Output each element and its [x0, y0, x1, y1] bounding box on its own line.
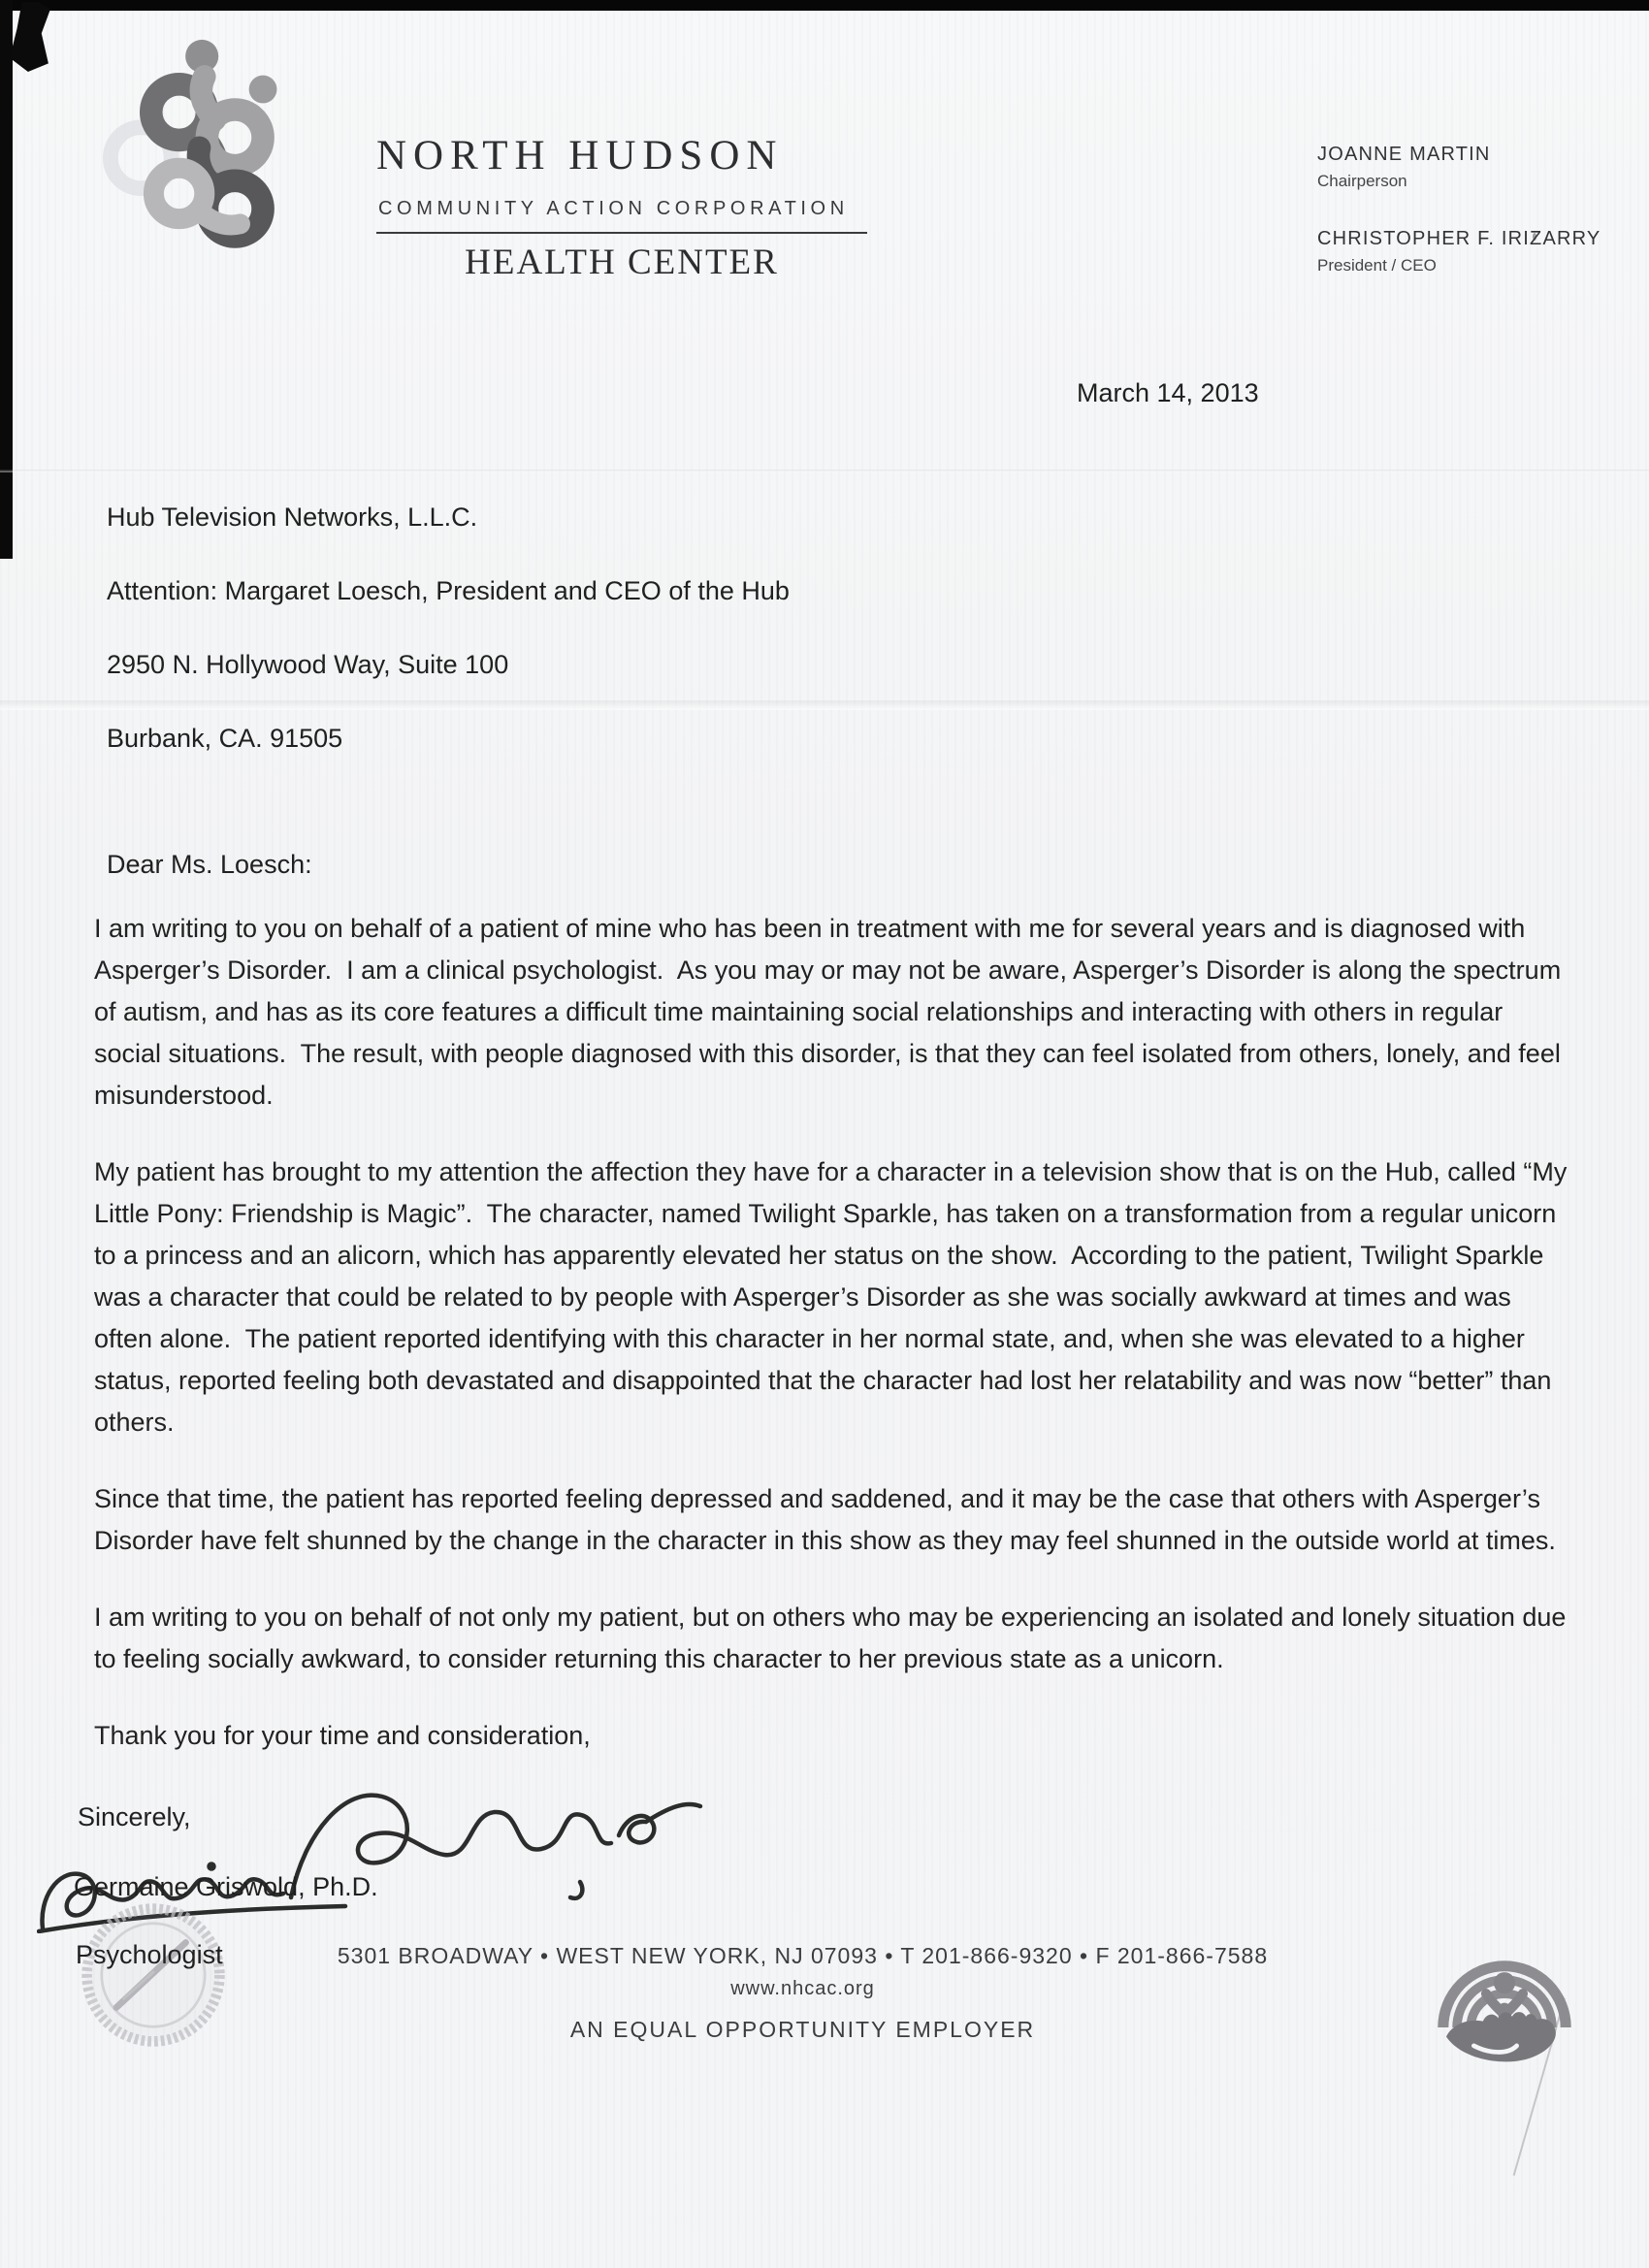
recipient-street: 2950 N. Hollywood Way, Suite 100 [107, 650, 509, 679]
scan-edge-left [0, 0, 13, 559]
recipient-city: Burbank, CA. 91505 [107, 724, 343, 753]
footer-contact-line: 5301 BROADWAY • WEST NEW YORK, NJ 07093 • T 201-866-9320 • F 201-866-7588 [337, 1943, 1269, 1968]
scan-crease [0, 470, 1649, 472]
date-line: March 14, 2013 [1077, 378, 1259, 407]
thanks-line: Thank you for your time and consideration, [94, 1721, 591, 1750]
org-division: HEALTH CENTER [465, 243, 779, 282]
signer-title: Psychologist [76, 1940, 223, 1969]
united-way-logo [1428, 1932, 1581, 2086]
officer-title: President / CEO [1317, 256, 1437, 275]
footer-website: www.nhcac.org [730, 1978, 875, 1999]
valediction: Sincerely, [78, 1802, 191, 1831]
signer-name: Germaine Griswold, Ph.D. [74, 1872, 378, 1901]
recipient-company: Hub Television Networks, L.L.C. [107, 502, 478, 532]
footer-eoe-line: AN EQUAL OPPORTUNITY EMPLOYER [569, 2017, 1036, 2042]
letterhead-rule [376, 232, 867, 234]
paragraph-1: I am writing to you on behalf of a patient of mine who has been in treatment with me for several years and is diagnosed with Asperger’s Disorder. I am a clinical psychologist. As you may or may not be aware, Asperger’s Disorder is along the spectrum of autism, and has as its core features a difficult time maintaining social relationships and interacting with others in regular social situations. The result, with people diagnosed with this disorder, is that they can feel isolated from others, lonely, and feel misunderstood. [94, 914, 1568, 1110]
national-quality-approval-seal [78, 1901, 229, 2049]
salutation: Dear Ms. Loesch: [107, 850, 312, 879]
officer-name: JOANNE MARTIN [1317, 144, 1491, 165]
scan-edge-top [0, 0, 1649, 11]
paragraph-3: Since that time, the patient has reported feeling depressed and saddened, and it may be the case that others with Asperger’s Disorder have felt shunned by the change in the character in this show as they may feel shunned in the outside world at times. [94, 1484, 1556, 1555]
letter-body [94, 908, 1573, 1792]
officer [1317, 228, 1600, 275]
recipient-block [107, 502, 790, 797]
officer [1317, 144, 1600, 191]
org-name: NORTH HUDSON [376, 133, 784, 178]
scan-corner-mark [10, 2, 50, 72]
people-swirl-logo [103, 33, 357, 293]
footer-block [281, 1943, 1324, 2043]
officer-name: CHRISTOPHER F. IRIZARRY [1317, 228, 1601, 249]
paragraph-2: My patient has brought to my attention the affection they have for a character in a television show that is on the Hub, called “My Little Pony: Friendship is Magic”. The character, named Twilight Sparkle, has taken on a transformation from a regular unicorn to a princess and an alicorn, which has apparently elevated her status on the show. According to the patient, Twilight Sparkle was a character that could be related to by people with Asperger’s Disorder as she was socially awkward at times and was often alone. The patient reported identifying with this character in her normal state, and, when she was elevated to a higher status, reported feeling both devastated and disappointed that the character had lost her relatability and was now “better” than others. [94, 1157, 1574, 1437]
officers-block [1317, 144, 1600, 275]
recipient-attention: Attention: Margaret Loesch, President and CEO of the Hub [107, 576, 790, 605]
org-subtitle: COMMUNITY ACTION CORPORATION [378, 198, 849, 219]
paragraph-4: I am writing to you on behalf of not only my patient, but on others who may be experiencing an isolated and lonely situation due to feeling socially awkward, to consider returning this character to her previous state as a unicorn. [94, 1603, 1573, 1673]
officer-title: Chairperson [1317, 172, 1407, 190]
